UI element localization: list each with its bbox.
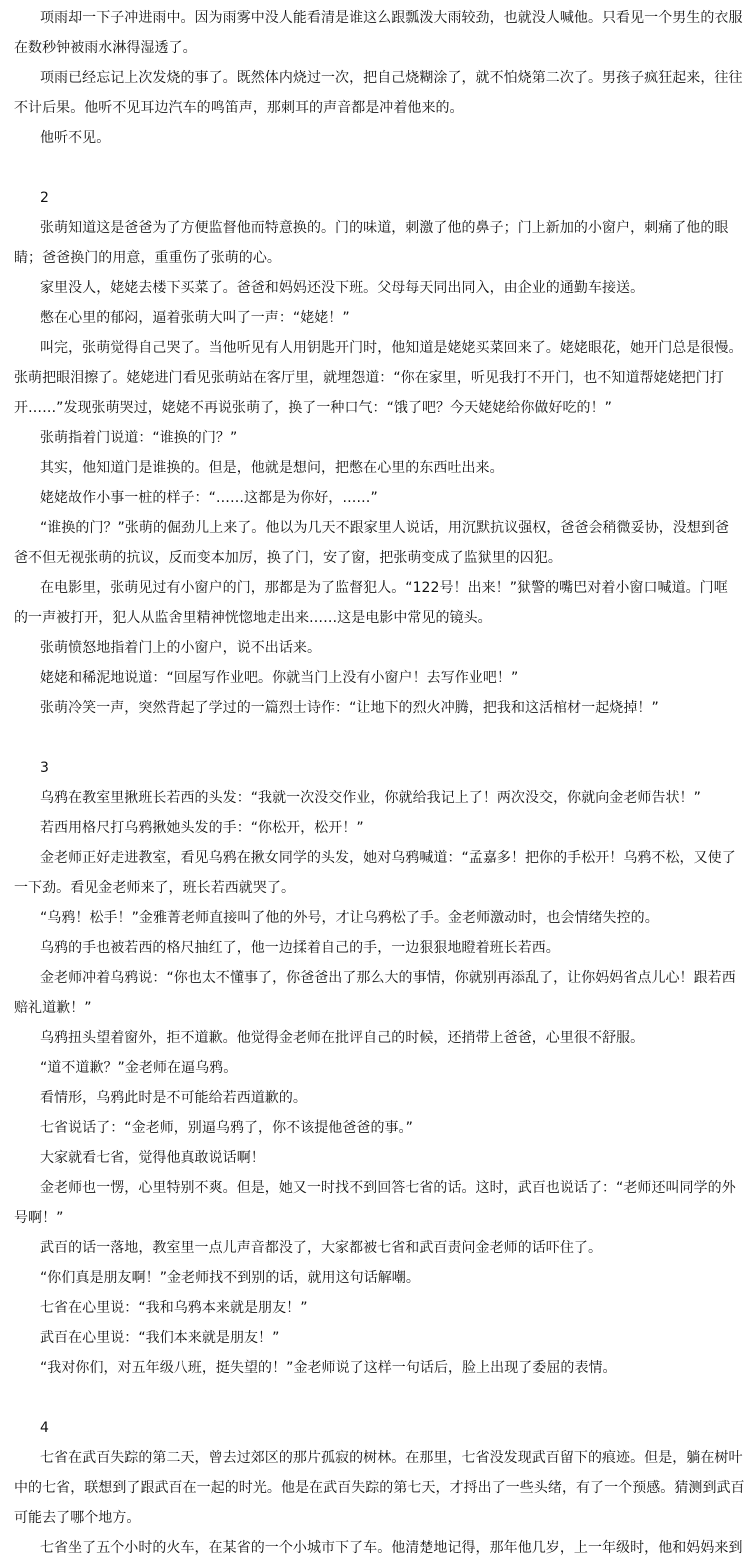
text-line: 的一声被打开，犯人从监舍里精神恍惚地走出来……这是电影中常见的镜头。 (14, 610, 492, 626)
text-line: 4 (40, 1420, 49, 1436)
text-line: 乌鸦的手也被若西的格尺抽红了，他一边揉着自己的手，一边狠狠地瞪着班长若西。 (40, 940, 560, 956)
text-line: 其实，他知道门是谁换的。但是，他就是想问，把憋在心里的东西吐出来。 (40, 460, 504, 476)
text-line: 若西用格尺打乌鸦揪她头发的手：“你松开，松开！” (40, 820, 364, 836)
text-line: 金老师冲着乌鸦说：“你也太不懂事了，你爸爸出了那么大的事情，你就别再添乱了，让你妈妈省点儿心！跟若西 (40, 970, 736, 986)
text-line: 七省说话了：“金老师，别逼乌鸦了，你不该提他爸爸的事。” (40, 1120, 413, 1136)
text-line: 叫完，张萌觉得自己哭了。当他听见有人用钥匙开门时，他知道是姥姥买菜回来了。姥姥眼花，她开门总是很慢。 (40, 340, 743, 356)
text-line: 张萌冷笑一声，突然背起了学过的一篇烈士诗作：“让地下的烈火冲腾，把我和这活棺材一起烧掉！” (40, 700, 659, 716)
text-line: 不计后果。他听不见耳边汽车的鸣笛声，那刺耳的声音都是冲着他来的。 (14, 100, 464, 116)
text-line: “道不道歉？”金老师在逼乌鸦。 (40, 1060, 238, 1076)
text-line: “我对你们，对五年级八班，挺失望的！”金老师说了这样一句话后，脸上出现了委屈的表情。 (40, 1360, 617, 1376)
text-line: 在电影里，张萌见过有小窗户的门，那都是为了监督犯人。“122号！出来！”狱警的嘴巴对着小窗口喊道。门哐 (40, 580, 728, 596)
text-line: “你们真是朋友啊！”金老师找不到别的话，就用这句话解嘲。 (40, 1270, 420, 1286)
text-line: 七省在心里说：“我和乌鸦本来就是朋友！” (40, 1300, 308, 1316)
text-line: 在数秒钟被雨水淋得湿透了。 (14, 40, 197, 56)
text-line: 张萌愤怒地指着门上的小窗户，说不出话来。 (40, 640, 321, 656)
text-line: 金老师正好走进教室，看见乌鸦在揪女同学的头发，她对乌鸦喊道：“孟嘉多！把你的手松开！乌鸦不松，又使了 (40, 850, 736, 866)
text-line: 中的七省，联想到了跟武百在一起的时光。他是在武百失踪的第七天，才捋出了一些头绪，有了一个预感。猜测到武百 (14, 1480, 745, 1496)
text-line: 号啊！” (14, 1210, 64, 1226)
text-line: 项雨却一下子冲进雨中。因为雨雾中没人能看清是谁这么跟瓢泼大雨较劲，也就没人喊他。只看见一个男生的衣服 (40, 10, 743, 26)
text-line: 爸不但无视张萌的抗议，反而变本加厉，换了门，安了窗，把张萌变成了监狱里的囚犯。 (14, 550, 562, 566)
text-line: 憋在心里的郁闷，逼着张萌大叫了一声：“姥姥！” (40, 310, 350, 326)
text-line: 可能去了哪个地方。 (14, 1510, 141, 1526)
text-line: 乌鸦扭头望着窗外，拒不道歉。他觉得金老师在批评自己的时候，还捎带上爸爸，心里很不舒服。 (40, 1030, 645, 1046)
blank-line (14, 153, 742, 183)
text-line: 大家就看七省，觉得他真敢说话啊！ (40, 1150, 265, 1166)
text-line: 金老师也一愣，心里特别不爽。但是，她又一时找不到回答七省的话。这时，武百也说话了：“老师还叫同学的外 (40, 1180, 736, 1196)
text-line: 一下劲。看见金老师来了，班长若西就哭了。 (14, 880, 295, 896)
text-line: 2 (40, 190, 49, 206)
text-line: 武百的话一落地，教室里一点儿声音都没了，大家都被七省和武百责问金老师的话吓住了。 (40, 1240, 602, 1256)
text-line: 张萌知道这是爸爸为了方便监督他而特意换的。门的味道，刺激了他的鼻子；门上新加的小窗户，刺痛了他的眼 (40, 220, 729, 236)
text-line: 开……”发现张萌哭过，姥姥不再说张萌了，换了一种口气：“饿了吧？今天姥姥给你做好吃的！” (14, 400, 612, 416)
text-line: 家里没人，姥姥去楼下买菜了。爸爸和妈妈还没下班。父母每天同出同入，由企业的通勤车接送。 (40, 280, 645, 296)
text-line: 项雨已经忘记上次发烧的事了。既然体内烧过一次，把自己烧糊涂了，就不怕烧第二次了。男孩子疯狂起来，往往 (40, 70, 743, 86)
text-line: 乌鸦在教室里揪班长若西的头发：“我就一次没交作业，你就给我记上了！两次没交，你就向金老师告状！” (40, 790, 701, 806)
text-line: 七省在武百失踪的第二天，曾去过郊区的那片孤寂的树林。在那里，七省没发现武百留下的痕迹。但是，躺在树叶 (40, 1450, 743, 1466)
text-line: “乌鸦！松手！”金雅菁老师直接叫了他的外号，才让乌鸦松了手。金老师激动时，也会情绪失控的。 (40, 910, 659, 926)
blank-line (14, 1383, 742, 1413)
blank-line (14, 723, 742, 753)
text-line: 张萌把眼泪擦了。姥姥进门看见张萌站在客厅里，就埋怨道：“你在家里，听见我打不开门，也不知道帮姥姥把门打 (14, 370, 724, 386)
text-line: 睛；爸爸换门的用意，重重伤了张萌的心。 (14, 250, 281, 266)
text-line: 七省坐了五个小时的火车，在某省的一个小城市下了车。他清楚地记得，那年他几岁，上一年级时，他和妈妈来到 (40, 1540, 743, 1556)
text-line: 姥姥和稀泥地说道：“回屋写作业吧。你就当门上没有小窗户！去写作业吧！” (40, 670, 519, 686)
text-line: 他听不见。 (40, 130, 111, 146)
text-line: 姥姥故作小事一桩的样子：“……这都是为你好，……” (40, 490, 378, 506)
text-line: 3 (40, 760, 49, 776)
text-line: “谁换的门？”张萌的倔劲儿上来了。他以为几天不跟家里人说话，用沉默抗议强权，爸爸会稍微妥协，没想到爸 (40, 520, 730, 536)
text-line: 赔礼道歉！” (14, 1000, 92, 1016)
text-line: 张萌指着门说道：“谁换的门？” (40, 430, 238, 446)
text-line: 看情形，乌鸦此时是不可能给若西道歉的。 (40, 1090, 307, 1106)
text-line: 武百在心里说：“我们本来就是朋友！” (40, 1330, 280, 1346)
